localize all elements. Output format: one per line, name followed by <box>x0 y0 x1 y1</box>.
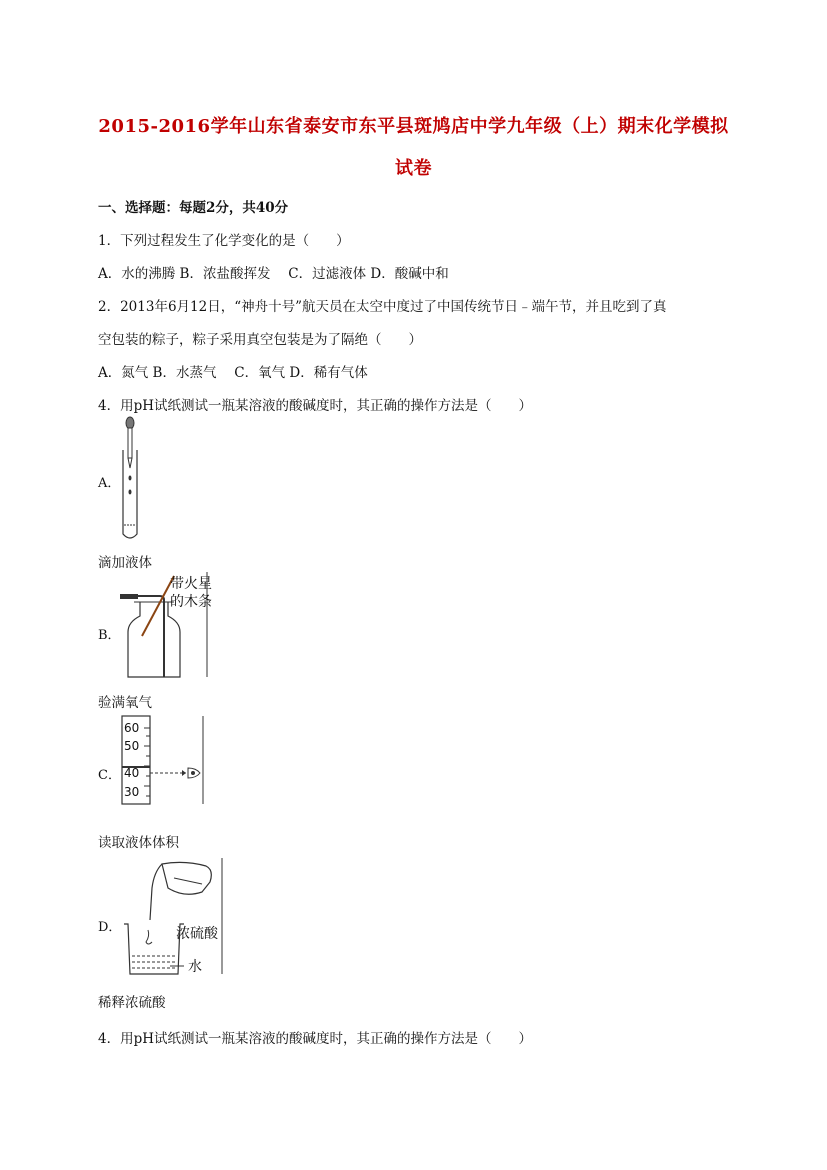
question-1-options: A．水的沸腾 B．浓盐酸挥发 C．过滤液体 D．酸碱中和 <box>98 266 449 282</box>
question-2-stem-line2: 空包装的粽子，粽子采用真空包装是为了隔绝（ ） <box>98 332 422 348</box>
question-4-stem: 4．用pH试纸测试一瓶某溶液的酸碱度时，其正确的操作方法是（ ） <box>98 1031 533 1047</box>
acid-label: 浓硫酸 <box>176 926 218 942</box>
section-heading: 一、选择题：每题2分，共40分 <box>98 200 289 216</box>
question-1-stem: 1．下列过程发生了化学变化的是（ ） <box>98 233 350 249</box>
option-b-label: B． <box>98 628 121 643</box>
option-c-caption: 读取液体体积 <box>98 835 179 851</box>
option-a-label: A． <box>98 476 121 491</box>
option-a-caption: 滴加液体 <box>98 555 152 571</box>
question-2-options: A．氮气 B．水蒸气 C．氧气 D．稀有气体 <box>98 365 368 381</box>
exam-title-line2: 试卷 <box>395 158 432 179</box>
scale-60: 60 <box>124 721 140 735</box>
scale-50: 50 <box>124 739 140 753</box>
option-d-label: D． <box>98 920 122 935</box>
option-b-caption: 验满氧气 <box>98 695 152 711</box>
question-3-stem: 4．用pH试纸测试一瓶某溶液的酸碱度时，其正确的操作方法是（ ） <box>98 398 533 414</box>
question-2-stem-line1: 2．2013年6月12日，“神舟十号”航天员在太空中度过了中国传统节日﹣端午节，并且吃到了真 <box>98 299 667 315</box>
scale-30: 30 <box>124 785 140 799</box>
option-d-caption: 稀释浓硫酸 <box>98 995 166 1011</box>
splint-label-line1: 带火星 <box>170 576 212 592</box>
option-c-label: C． <box>98 768 121 783</box>
water-label: 水 <box>188 959 202 975</box>
oxygen-test-figure <box>120 572 220 682</box>
splint-label-line2: 的木条 <box>170 594 212 610</box>
scale-40: 40 <box>124 766 140 780</box>
exam-title-line1: 2015-2016学年山东省泰安市东平县斑鸠店中学九年级（上）期末化学模拟 <box>98 116 729 137</box>
dilution-figure <box>118 858 228 976</box>
cylinder-reading-figure <box>118 716 213 806</box>
dropper-figure <box>118 412 158 542</box>
